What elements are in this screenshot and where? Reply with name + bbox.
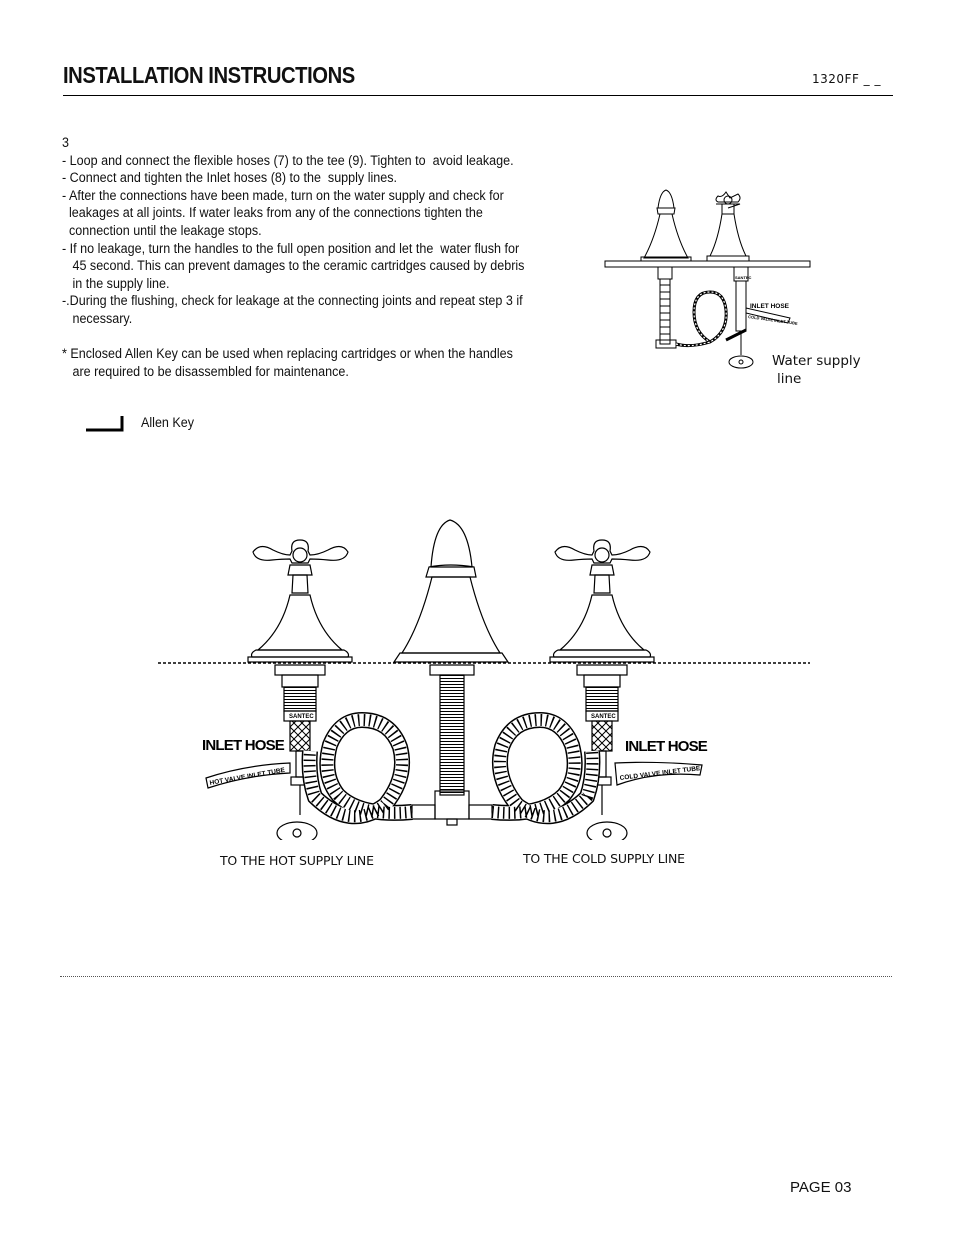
cold-tube-text: COLD VALVE INLET TUBE <box>619 765 701 782</box>
main-installation-figure <box>150 515 815 840</box>
spout <box>394 520 508 825</box>
right-inlet-hose-label: INLET HOSE <box>625 738 708 755</box>
note-line: * Enclosed Allen Key can be used when replacing cartridges or when the handles <box>62 346 513 362</box>
small-brand-label: SANTEC <box>735 275 752 280</box>
instruction-line: leakages at all joints. If water leaks from any of the connections tighten the <box>62 205 483 221</box>
instruction-line: - Loop and connect the flexible hoses (7) to the tee (9). Tighten to avoid leakage. <box>62 152 514 168</box>
instruction-line: -.During the flushing, check for leakage at the connecting joints and repeat step 3 if <box>62 293 523 309</box>
instruction-line: in the supply line. <box>62 275 170 291</box>
instruction-line: - Connect and tighten the Inlet hoses (8) to the supply lines. <box>62 170 398 186</box>
water-supply-label <box>772 352 861 388</box>
instruction-line: - If no leakage, turn the handles to the full open position and let the water flush for <box>62 240 520 256</box>
model-number: 1320FF _ _ <box>812 72 881 86</box>
instruction-line: connection until the leakage stops. <box>62 222 262 238</box>
instruction-line: 45 second. This can prevent damages to the ceramic cartridges caused by debris <box>62 258 525 274</box>
header-rule <box>63 95 893 96</box>
allen-key-icon <box>84 414 126 434</box>
water-supply-line1: Water supply <box>772 353 861 369</box>
page-number: PAGE 03 <box>790 1179 852 1196</box>
water-supply-line2: line <box>777 371 802 387</box>
instruction-line: necessary. <box>62 310 133 326</box>
cold-supply-label: TO THE COLD SUPPLY LINE <box>523 851 685 866</box>
instruction-line: - After the connections have been made, turn on the water supply and check for <box>62 187 504 203</box>
allen-key-label: Allen Key <box>141 415 195 430</box>
hot-tube-text: HOT VALVE INLET TUBE <box>209 766 286 787</box>
hot-supply-label: TO THE HOT SUPPLY LINE <box>220 853 374 868</box>
small-installation-figure <box>600 180 820 370</box>
small-hose-label: INLET HOSE <box>750 303 790 310</box>
left-inlet-hose-label: INLET HOSE <box>202 737 285 754</box>
small-tube-text: COLD VALVE INLET TUBE <box>747 314 798 326</box>
footer-rule <box>60 976 892 977</box>
left-brand-label: SANTEC <box>289 714 314 720</box>
right-brand-label: SANTEC <box>591 714 616 720</box>
page-title: INSTALLATION INSTRUCTIONS <box>63 62 355 88</box>
step-number: 3 <box>62 135 69 150</box>
instructions-block <box>62 134 525 380</box>
note-line: are required to be disassembled for maintenance. <box>62 363 349 379</box>
